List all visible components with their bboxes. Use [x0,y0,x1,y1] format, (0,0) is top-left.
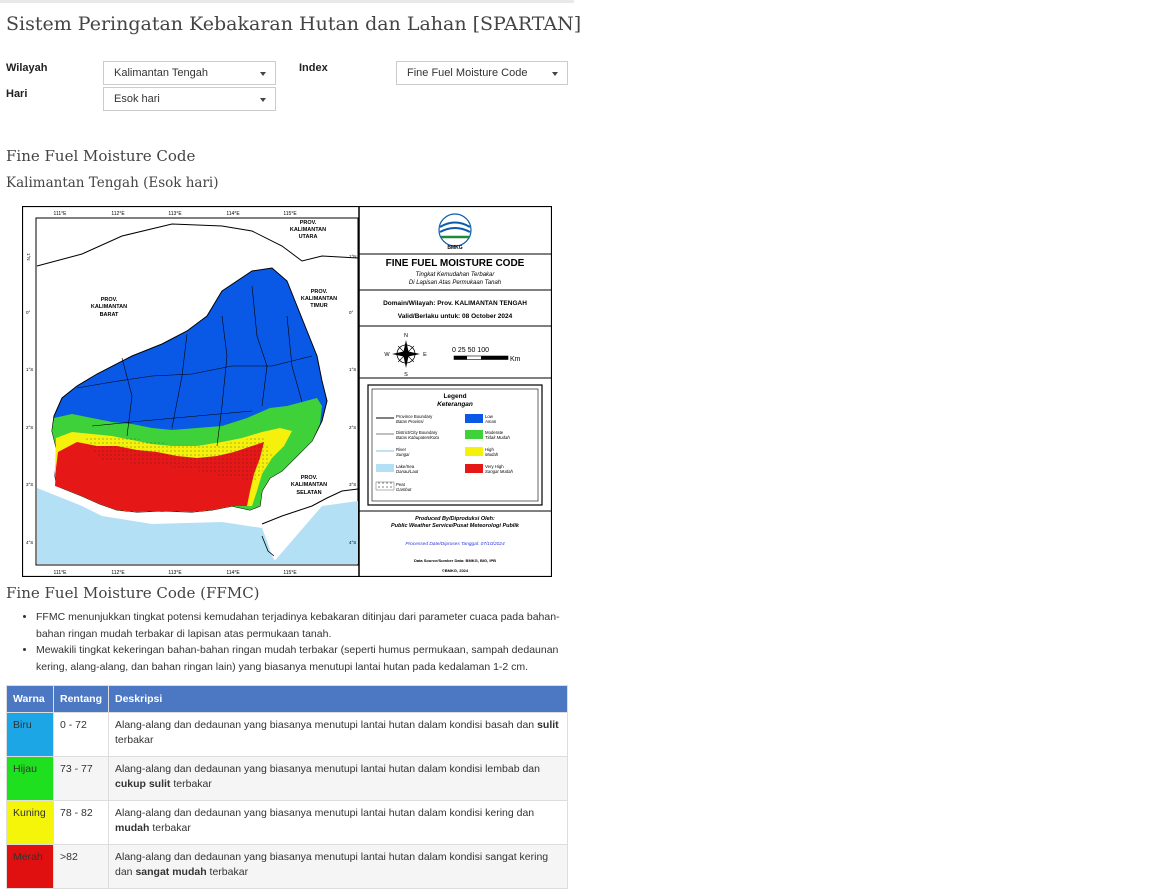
chevron-down-icon [260,98,266,102]
range-cell: >82 [54,845,109,889]
map-header-sub1: Tingkat Kemudahan Terbakar [415,272,495,278]
ffmc-map-image [22,206,552,577]
column-header-warna: Warna [7,686,54,713]
svg-text:KALIMANTAN: KALIMANTAN [300,296,338,302]
map-copyright: ©BMKG, 2024 [441,568,469,573]
svg-text:Peat: Peat [396,482,405,487]
svg-text:1°N: 1°N [26,253,31,261]
svg-text:Batas Kabupaten/Kota: Batas Kabupaten/Kota [396,435,440,440]
svg-text:S: S [404,372,408,378]
svg-text:SELATAN: SELATAN [296,490,322,496]
svg-text:KALIMANTAN: KALIMANTAN [90,304,128,310]
svg-text:4°S: 4°S [26,540,34,545]
description-cell: Alang-alang dan dedaunan yang biasanya menutupi lantai hutan dalam kondisi lembab dan cukup sulit terbakar [109,757,568,801]
svg-text:1°S: 1°S [349,367,357,372]
svg-text:Very High: Very High [485,464,504,469]
table-header-row [7,686,568,713]
svg-text:Batas Provinsi: Batas Provinsi [396,419,424,424]
svg-text:Aman: Aman [485,419,497,424]
ffmc-description-list [18,609,581,675]
svg-text:Mudah: Mudah [485,452,499,457]
ffmc-legend-table [6,685,568,889]
range-cell: 73 - 77 [54,757,109,801]
svg-text:114°E: 114°E [226,211,240,217]
svg-text:Gambut: Gambut [396,487,412,492]
table-row [7,713,568,757]
map-produced-org: Public Weather Service/Pusat Meteorologi Publik [391,523,519,529]
svg-text:111°E: 111°E [53,570,67,576]
color-cell: Merah [7,845,54,889]
svg-text:0°: 0° [26,310,31,315]
wilayah-select-value: Kalimantan Tengah [114,67,208,79]
map-valid: Valid/Berlaku untuk: 08 October 2024 [397,313,513,320]
hari-label: Hari [6,88,28,100]
svg-text:115°E: 115°E [283,570,297,576]
table-row [7,801,568,845]
svg-text:KALIMANTAN: KALIMANTAN [289,227,327,233]
svg-text:E: E [423,352,427,358]
map-data-source: Data Source/Sumber Data: BMKG, BIG, IPB [413,558,497,563]
map-processed: Processed Date/Diproses Tanggal: 07/10/2024 [405,542,505,547]
hari-select-value: Esok hari [114,93,160,105]
svg-text:112°E: 112°E [111,211,125,217]
svg-text:113°E: 113°E [168,570,182,576]
svg-text:W: W [384,352,390,358]
svg-text:PROV.: PROV. [310,289,328,295]
svg-text:115°E: 115°E [283,211,297,217]
ffmc-section-title: Fine Fuel Moisture Code (FFMC) [6,584,260,602]
svg-text:0°: 0° [349,310,354,315]
svg-text:Low: Low [485,414,493,419]
color-cell: Biru [7,713,54,757]
svg-text:113°E: 113°E [168,211,182,217]
chevron-down-icon [552,72,558,76]
svg-text:Sangat Mudah: Sangat Mudah [485,469,513,474]
description-cell: Alang-alang dan dedaunan yang biasanya menutupi lantai hutan dalam kondisi sangat kering dan sangat mudah terbakar [109,845,568,889]
map-header-sub2: Di Lapisan Atas Permukaan Tanah [408,280,502,286]
range-cell: 78 - 82 [54,801,109,845]
svg-text:River: River [396,447,407,452]
svg-text:3°S: 3°S [26,482,34,487]
description-cell: Alang-alang dan dedaunan yang biasanya menutupi lantai hutan dalam kondisi basah dan sulit terbakar [109,713,568,757]
svg-text:111°E: 111°E [53,211,67,217]
region-subheading: Kalimantan Tengah (Esok hari) [6,175,219,191]
chevron-down-icon [260,72,266,76]
svg-text:1°S: 1°S [26,367,34,372]
svg-text:112°E: 112°E [111,570,125,576]
map-produced-by: Produced By/Diproduksi Oleh: [415,516,495,522]
map-logo-text: BMKG [447,245,463,251]
column-header-deskripsi: Deskripsi [109,686,568,713]
index-label: Index [299,62,328,74]
svg-text:Tidak Mudah: Tidak Mudah [485,435,510,440]
wilayah-label: Wilayah [6,62,48,74]
svg-text:2°S: 2°S [26,425,34,430]
svg-text:PROV.: PROV. [100,297,118,303]
svg-text:2°S: 2°S [349,425,357,430]
svg-text:Lake/Sea: Lake/Sea [396,464,415,469]
index-heading: Fine Fuel Moisture Code [6,147,196,165]
svg-text:Danau/Laut: Danau/Laut [396,469,419,474]
svg-text:3°S: 3°S [349,482,357,487]
map-scale-unit: Km [510,356,521,363]
map-scale-labels: 0 25 50 100 [452,347,489,354]
list-item: • FFMC menunjukkan tingkat potensi kemudahan terjadinya kebakaran ditinjau dari parameter cuaca pada bahan-bahan ringan mudah terbakar di lapisan atas permukaan tanah. [36,609,581,642]
index-select[interactable] [396,61,568,85]
table-row [7,845,568,889]
color-cell: Kuning [7,801,54,845]
map-legend-sub: Keterangan [437,401,473,408]
top-border [0,0,574,3]
svg-text:KALIMANTAN: KALIMANTAN [290,482,328,488]
svg-text:1°N: 1°N [349,254,357,259]
wilayah-select[interactable] [103,61,276,85]
map-header-title: FINE FUEL MOISTURE CODE [385,258,525,269]
table-row [7,757,568,801]
svg-text:TIMUR: TIMUR [310,303,328,309]
color-cell: Hijau [7,757,54,801]
svg-text:UTARA: UTARA [298,234,318,240]
svg-text:BARAT: BARAT [99,312,119,318]
page-title: Sistem Peringatan Kebakaran Hutan dan Lahan [SPARTAN] [6,13,582,35]
svg-text:Moderate: Moderate [485,430,504,435]
description-cell: Alang-alang dan dedaunan yang biasanya menutupi lantai hutan dalam kondisi kering dan mudah terbakar [109,801,568,845]
index-select-value: Fine Fuel Moisture Code [407,67,528,79]
svg-text:114°E: 114°E [226,570,240,576]
list-item: • Mewakili tingkat kekeringan bahan-bahan ringan mudah terbakar (seperti humus permukaan, sampah dedaunan kering, alang-alang, dan bahan ringan lain) yang biasanya menutupi lantai hutan pada kedalaman 1-2 cm. [36,642,581,675]
map-domain: Domain/Wilayah: Prov. KALIMANTAN TENGAH [383,300,527,307]
svg-text:PROV.: PROV. [299,220,317,226]
map-legend-title: Legend [443,393,467,400]
hari-select[interactable] [103,87,276,111]
range-cell: 0 - 72 [54,713,109,757]
svg-text:Sungai: Sungai [396,452,410,457]
column-header-rentang: Rentang [54,686,109,713]
svg-text:PROV.: PROV. [300,475,318,481]
svg-text:District/City Boundary: District/City Boundary [396,430,438,435]
svg-text:4°S: 4°S [349,540,357,545]
svg-text:Province Boundary: Province Boundary [396,414,433,419]
svg-text:N: N [404,333,408,339]
svg-text:High: High [485,447,494,452]
